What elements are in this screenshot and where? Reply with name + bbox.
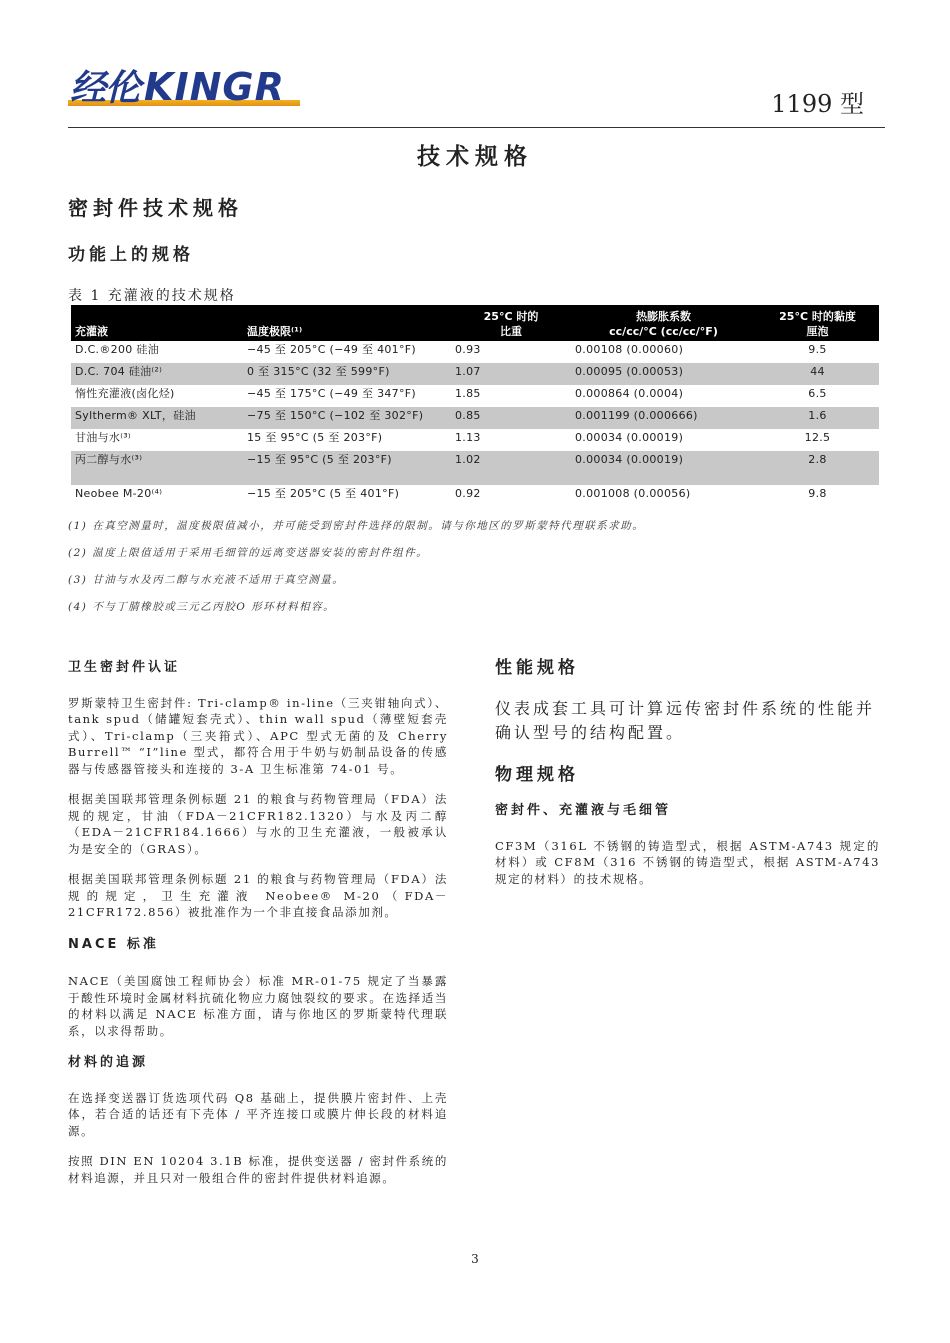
table-row — [71, 407, 879, 429]
cell-temp: −75 至 150°C (−102 至 302°F) — [243, 407, 451, 429]
cell-fluid: D.C.®200 硅油 — [75, 343, 159, 356]
sanitary-paragraph-2: 根据美国联邦管理条例标题 21 的粮食与药物管理局（FDA）法规的规定，甘油（FDA－21CFR182.1320）与水及丙二醇（EDA－21CFR184.1666）与水的卫生充灌液，一般被承认为是安全的（GRAS）。 — [68, 792, 448, 856]
traceability-paragraph-1: 在选择变送器订货选项代码 Q8 基础上，提供膜片密封件、上壳体，若合适的话还有下壳体 / 平齐连接口或膜片伸长段的材料追源。 — [68, 1090, 448, 1138]
column-header: 热膨胀系数 cc/cc/°C (cc/cc/°F) — [571, 305, 756, 341]
svg-text:经伦: 经伦 — [70, 68, 141, 108]
cell-visc: 2.8 — [756, 451, 879, 485]
nace-heading: NACE 标准 — [68, 936, 159, 952]
seal-fluid-capillary-heading: 密封件、充灌液与毛细管 — [495, 803, 672, 818]
cell-visc: 12.5 — [804, 431, 831, 444]
footnote: (4) 不与丁腈橡胶或三元乙丙胶O 形环材料相容。 — [68, 601, 336, 613]
traceability-heading: 材料的追源 — [68, 1055, 149, 1070]
cell-temp: −45 至 175°C (−49 至 347°F) — [247, 387, 416, 400]
table-row — [71, 485, 879, 507]
cell-fluid: Syltherm® XLT，硅油 — [71, 407, 243, 429]
table-row — [71, 385, 879, 407]
fill-fluid-spec-table — [71, 305, 879, 507]
cell-temp: −15 至 205°C (5 至 401°F) — [247, 487, 400, 500]
cell-visc: 9.5 — [808, 343, 827, 356]
cell-sg: 0.92 — [455, 487, 481, 500]
cell-exp: 0.000864 (0.0004) — [575, 387, 684, 400]
column-header: 充灌液 — [71, 305, 243, 341]
cell-visc: 6.5 — [808, 387, 827, 400]
right-column — [495, 660, 880, 887]
cell-exp: 0.001008 (0.00056) — [575, 487, 691, 500]
cell-visc: 1.6 — [756, 407, 879, 429]
header-rule — [68, 127, 885, 128]
footnote: (3) 甘油与水及丙二醇与水充液不适用于真空测量。 — [68, 574, 345, 586]
table-row — [71, 363, 879, 385]
cell-exp: 0.00095 (0.00053) — [571, 363, 756, 385]
cell-exp: 0.001199 (0.000666) — [571, 407, 756, 429]
company-logo — [68, 64, 300, 108]
model-number: 1199 型 — [771, 90, 864, 118]
cell-fluid: Neobee M-20⁽⁴⁾ — [75, 487, 163, 500]
cell-sg: 1.13 — [455, 431, 481, 444]
cell-exp: 0.00108 (0.00060) — [575, 343, 684, 356]
cell-temp: −15 至 95°C (5 至 203°F) — [243, 451, 451, 485]
nace-paragraph: NACE（美国腐蚀工程师协会）标准 MR-01-75 规定了当暴露于酸性环境时金属材料抗硫化物应力腐蚀裂纹的要求。在选择适当的材料以满足 NACE 标准方面，请与你地区的罗斯蒙特代理联系，以求得帮助。 — [68, 974, 448, 1038]
cell-fluid: 惰性充灌液(卤化烃) — [75, 387, 175, 400]
cell-fluid: D.C. 704 硅油⁽²⁾ — [71, 363, 243, 385]
cell-sg: 1.07 — [451, 363, 571, 385]
cell-sg: 0.93 — [455, 343, 481, 356]
cell-sg: 1.02 — [451, 451, 571, 485]
table-row — [71, 341, 879, 363]
sanitary-heading: 卫生密封件认证 — [68, 660, 181, 675]
table-row — [71, 451, 879, 485]
left-column — [68, 660, 448, 1186]
cell-visc: 44 — [756, 363, 879, 385]
cell-temp: −45 至 205°C (−49 至 401°F) — [247, 343, 416, 356]
physical-heading: 物理规格 — [495, 764, 579, 785]
cell-sg: 0.85 — [451, 407, 571, 429]
cell-exp: 0.00034 (0.00019) — [575, 431, 684, 444]
page-title: 技术规格 — [417, 144, 533, 170]
cell-sg: 1.85 — [455, 387, 481, 400]
footnote: (1) 在真空测量时，温度极限值减小，并可能受到密封件选择的限制。请与你地区的罗斯蒙特代理联系求助。 — [68, 520, 645, 532]
table-row — [71, 429, 879, 451]
footnote: (2) 温度上限值适用于采用毛细管的远离变送器安装的密封件组件。 — [68, 547, 429, 559]
table-header-row — [71, 305, 879, 341]
cell-fluid: 甘油与水⁽³⁾ — [75, 431, 131, 444]
cell-temp: 0 至 315°C (32 至 599°F) — [243, 363, 451, 385]
column-header: 25°C 时的黏度 厘泡 — [756, 305, 879, 341]
sanitary-paragraph-3: 根据美国联邦管理条例标题 21 的粮食与药物管理局（FDA）法规的规定，卫生充灌液 Neobee® M-20（FDA－21CFR172.856）被批准作为一个非直接食品添加剂。 — [68, 872, 448, 919]
page-number: 3 — [471, 1252, 479, 1266]
column-header: 25°C 时的 比重 — [451, 305, 571, 341]
column-header: 温度极限⁽¹⁾ — [243, 305, 451, 341]
seal-paragraph: CF3M（316L 不锈钢的铸造型式，根据 ASTM-A743 规定的材料）或 CF8M（316 不锈钢的铸造型式，根据 ASTM-A743 规定的材料）的技术规格。 — [495, 838, 880, 886]
cell-visc: 9.8 — [808, 487, 827, 500]
table-caption: 表 1 充灌液的技术规格 — [68, 288, 236, 304]
svg-text:KINGR: KINGR — [144, 65, 285, 108]
performance-heading: 性能规格 — [495, 658, 579, 678]
section-heading: 密封件技术规格 — [68, 196, 243, 220]
table-footnotes — [68, 518, 888, 626]
cell-fluid: 丙二醇与水⁽³⁾ — [71, 451, 243, 485]
traceability-paragraph-2: 按照 DIN EN 10204 3.1B 标准，提供变送器 / 密封件系统的材料追源，并且只对一般组合件的密封件提供材料追源。 — [68, 1154, 448, 1185]
cell-exp: 0.00034 (0.00019) — [571, 451, 756, 485]
sanitary-paragraph-1: 罗斯蒙特卫生密封件: Tri-clamp® in-line（三夹钳轴向式）、tank spud（储罐短套壳式）、thin wall spud（薄壁短套壳式）、Tri-clamp（三夹箝式）、APC 型式无菌的及 Cherry Burrell™ “I”line 型式，都符合用于牛奶与奶制品设备的传感器与传感器管接头和连接的 3-A 卫生标准第 74-01 号。 — [68, 695, 448, 776]
performance-paragraph: 仪表成套工具可计算远传密封件系统的性能并确认型号的结构配置。 — [495, 698, 876, 742]
subsection-heading: 功能上的规格 — [68, 245, 194, 265]
cell-temp: 15 至 95°C (5 至 203°F) — [247, 431, 383, 444]
